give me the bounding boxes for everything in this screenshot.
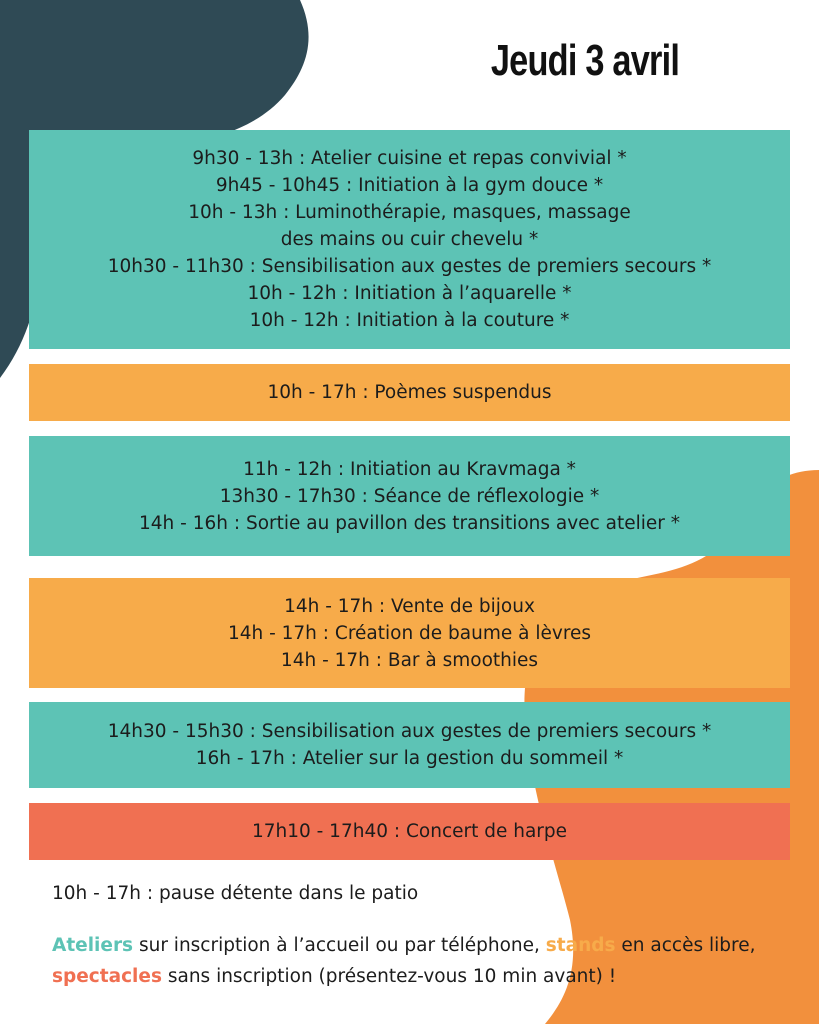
schedule-block-late-ateliers [29, 702, 790, 788]
page-title: Jeudi 3 avril [490, 36, 680, 85]
schedule-line: 16h - 17h : Atelier sur la gestion du sommeil * [195, 748, 624, 769]
schedule-line: des mains ou cuir chevelu * [280, 229, 539, 250]
schedule-line: 10h30 - 11h30 : Sensibilisation aux gestes de premiers secours * [107, 256, 712, 277]
legend-stands-keyword: stands [545, 935, 616, 956]
legend-spectacles-text: sans inscription (présentez-vous 10 min avant) ! [161, 966, 617, 987]
schedule-block-afternoon-ateliers [29, 436, 790, 556]
schedule-line: 13h30 - 17h30 : Séance de réflexologie * [219, 485, 600, 507]
schedule-block-morning-ateliers [29, 130, 790, 349]
schedule-line: 10h - 12h : Initiation à la couture * [249, 310, 570, 331]
schedule-block-afternoon-stands [29, 578, 790, 688]
schedule-line: 10h - 17h : Poèmes suspendus [267, 382, 552, 403]
legend-spectacles-keyword: spectacles [52, 966, 162, 987]
patio-note: 10h - 17h : pause détente dans le patio [52, 883, 419, 904]
legend-paragraph [52, 930, 792, 992]
schedule-line: 14h - 16h : Sortie au pavillon des transitions avec atelier * [139, 512, 680, 534]
schedule-line: 9h45 - 10h45 : Initiation à la gym douce * [215, 175, 604, 196]
schedule-line: 10h - 13h : Luminothérapie, masques, massage [188, 202, 631, 223]
schedule-line: 14h30 - 15h30 : Sensibilisation aux gestes de premiers secours * [107, 721, 712, 742]
schedule-line: 14h - 17h : Création de baume à lèvres [227, 622, 592, 644]
schedule-block-stand-poemes [29, 364, 790, 421]
legend-stands-text: en accès libre, [615, 935, 756, 956]
legend-ateliers-keyword: Ateliers [52, 935, 134, 956]
schedule-line: 17h10 - 17h40 : Concert de harpe [251, 821, 568, 842]
schedule-line: 10h - 12h : Initiation à l’aquarelle * [247, 283, 572, 304]
schedule-line: 14h - 17h : Vente de bijoux [284, 595, 535, 617]
schedule-line: 14h - 17h : Bar à smoothies [280, 649, 539, 671]
schedule-line: 11h - 12h : Initiation au Kravmaga * [243, 458, 576, 480]
schedule-block-spectacle [29, 803, 790, 860]
legend-ateliers-text: sur inscription à l’accueil ou par téléphone, [133, 935, 546, 956]
schedule-line: 9h30 - 13h : Atelier cuisine et repas convivial * [192, 148, 627, 169]
